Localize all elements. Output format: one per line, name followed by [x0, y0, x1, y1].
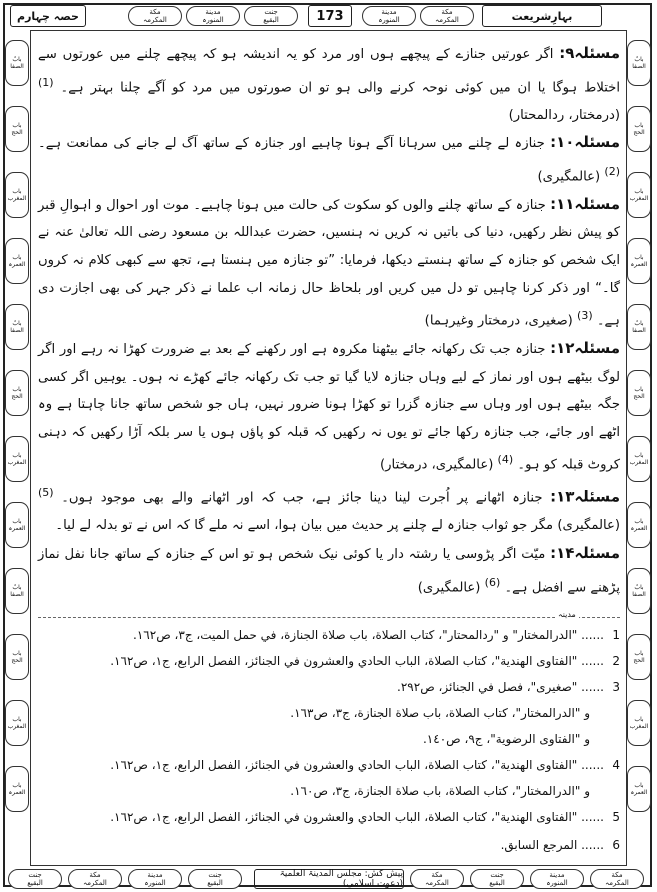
side-medallion: بابُ الصفا [5, 304, 29, 350]
separator-word: مدینہ [555, 610, 579, 619]
masala-10: مسئلہ۱۰: جنازہ لے چلنے میں سرہانا آگے ہونا چاہیے اور جنازہ کے ساتھ آگ لے جانے کی ممانعت ہے۔ $^{(2)}$ (عالمگیری) [38, 133, 620, 185]
side-medallion: بابُ الصفا [627, 40, 651, 86]
side-medallion: باب العمرہ [5, 766, 29, 812]
masala-14: مسئلہ۱۴: میّت اگر پڑوسی یا رشتہ دار یا کوئی نیک شخص ہو تو اس کے جنازہ کے ساتھ جانا نفل نماز پڑھنے سے افضل ہے۔ $^{(6)}$ (عالمگیری) [38, 544, 620, 596]
side-medallion: بابُ الصفا [5, 568, 29, 614]
side-medallion: باب الحج [5, 106, 29, 152]
header-oval-makkah-2: مکة المکرمہ [128, 6, 182, 26]
header-oval-jannat: جنت البقیع [244, 6, 298, 26]
side-medallion: باب الحج [627, 634, 651, 680]
footnote-4: 4...... "الفتاوى الهندية"، كتاب الصلاة، الباب الحادي والعشرون في الجنائز، الفصل الرابع، ج١، ص١٦٢. [110, 758, 620, 772]
page-number: 173 [308, 5, 352, 27]
side-medallion: باب المغرب [5, 172, 29, 218]
footer-oval-makkah-2: مکة المکرمہ [410, 869, 464, 889]
footer-oval-makkah: مکة المکرمہ [590, 869, 644, 889]
header-oval-makkah: مکة المکرمہ [420, 6, 474, 26]
footnote-3: 3...... "صغيرى"، فصل في الجنائز، ص٢٩٢. [397, 680, 620, 694]
header-oval-madina: مدینة المنورہ [362, 6, 416, 26]
side-medallion: بابُ الصفا [627, 568, 651, 614]
side-medallion: باب المغرب [5, 700, 29, 746]
footnote-4-cont: و "الدرالمختار"، كتاب الصلاة، باب صلاة الجنازة، ج٣، ص١٦٠. [290, 784, 590, 798]
side-medallion: باب الحج [5, 634, 29, 680]
footnote-separator [38, 617, 620, 618]
footnote-3-cont: و "الدرالمختار"، كتاب الصلاة، باب صلاة الجنازة، ج٣، ص١٦٣. [290, 706, 590, 720]
side-medallion: بابُ الصفا [627, 304, 651, 350]
masala-11: مسئلہ۱۱: جنازہ کے ساتھ چلنے والوں کو سکوت کی حالت میں ہونا چاہیے۔ موت اور احوال و اہوالِ قبر کو پیش نظر رکھیں، دنیا کی باتیں نہ کریں نہ ہنسیں، حضرت عبداللہ بن مسعود رضی اللہ تعالیٰ عنہ نے ایک شخص کو جنازہ کے ساتھ ہنستے دیکھا، فرمایا: ”تو جنازہ میں ہنستا ہے، تجھ سے کبھی کلام نہ کروں گا۔“ اور ذکر کرنا چاہیں تو دل میں کریں اور بلحاظ حال زمانہ اب علما نے ذکر جہر کی بھی اجازت دی ہے۔ $^{(3)}$ (صغیری، درمختار وغیرہما) [38, 194, 620, 329]
footer-oval-makkah-3: مکة المکرمہ [68, 869, 122, 889]
masala-12: مسئلہ۱۲: جنازہ جب تک رکھانہ جائے بیٹھنا مکروہ ہے اور رکھنے کے بعد بے ضرورت کھڑا نہ رہے اور اگر لوگ بیٹھے ہوں اور نماز کے لیے وہاں جنازہ لایا گیا تو جب تک رکھانہ جائے کھڑے نہ ہوں۔ یوہیں اگر کسی جگہ بیٹھے ہوں اور وہاں سے جنازہ گزرا تو کھڑا ہونا ضرور نہیں، ہاں جو شخص ساتھ جانا چاہتا ہے وہ اٹھے اور جائے، جب جنازہ رکھا جائے تو یوں نہ رکھیں کہ قبلہ کو پاؤں ہوں یا سر بلکہ آڑا رکھیں کہ دہنی کروٹ قبلہ کو ہو۔ $^{(4)}$ (عالمگیری، درمختار) [38, 339, 620, 473]
main-text [38, 40, 620, 602]
footnote-1: 1...... "الدرالمختار" و "ردالمحتار"، كتاب الصلاة، باب صلاة الجنازة، في حمل الميت، ج٣، ص١٦٢. [133, 628, 620, 642]
publisher-box: پیش کش: مجلس المدینۃ العلمیۃ (دعوت اسلامی) [254, 869, 404, 889]
side-medallion: بابُ الصفا [5, 40, 29, 86]
side-medallion: باب العمرہ [627, 766, 651, 812]
footer-oval-madina-2: مدینة المنورہ [128, 869, 182, 889]
side-medallion: باب الحج [5, 370, 29, 416]
side-medallion: باب المغرب [627, 700, 651, 746]
footnote-6: 6...... المرجع السابق. [500, 838, 620, 852]
book-title: بہارِشریعت [482, 5, 602, 27]
footer-oval-jannat-2: جنت البقیع [188, 869, 242, 889]
side-medallion: باب العمرہ [627, 502, 651, 548]
side-medallion: باب الحج [627, 106, 651, 152]
side-medallion: باب الحج [627, 370, 651, 416]
footer-oval-madina: مدینة المنورہ [530, 869, 584, 889]
side-medallion: باب العمرہ [5, 502, 29, 548]
side-medallion: باب المغرب [5, 436, 29, 482]
footnote-2: 2...... "الفتاوى الهندية"، كتاب الصلاة، الباب الحادي والعشرون في الجنائز، الفصل الرابع، ج١، ص١٦٢. [110, 654, 620, 668]
footnote-5: 5...... "الفتاوى الهندية"، كتاب الصلاة، الباب الحادي والعشرون في الجنائز، الفصل الرابع، ج١، ص١٦٢. [110, 810, 620, 824]
header-oval-madina-2: مدینة المنورہ [186, 6, 240, 26]
footer-oval-jannat-3: جنت البقیع [8, 869, 62, 889]
masala-9: مسئلہ۹: اگر عورتیں جنازے کے پیچھے ہوں اور مرد کو یہ اندیشہ ہو کہ پیچھے چلنے میں عورتوں سے اختلاط ہوگا یا ان میں کوئی نوحہ کرنے والی ہو تو ان صورتوں میں مرد کو آگے چلنا بہتر ہے۔ $^{(1)}$ (درمختار، ردالمحتار) [38, 44, 620, 123]
side-medallion: باب العمرہ [627, 238, 651, 284]
side-medallion: باب المغرب [627, 436, 651, 482]
side-medallion: باب المغرب [627, 172, 651, 218]
part-label: حصہ چہارم [10, 5, 86, 27]
footnote-3-cont-2: و "الفتاوى الرضوية"، ج٩، ص١٤٠. [422, 732, 590, 746]
footer-oval-jannat: جنت البقیع [470, 869, 524, 889]
side-medallion: باب العمرہ [5, 238, 29, 284]
masala-13: مسئلہ۱۳: جنازہ اٹھانے پر اُجرت لینا دینا جائز ہے، جب کہ اور اٹھانے والے بھی موجود ہوں۔ $^{(5)}$ (عالمگیری) مگر جو ثواب جنازہ لے چلنے پر حدیث میں بیان ہوا، اسے نہ ملے گا کہ اس نے تو بدلہ لے لیا۔ [38, 486, 620, 534]
